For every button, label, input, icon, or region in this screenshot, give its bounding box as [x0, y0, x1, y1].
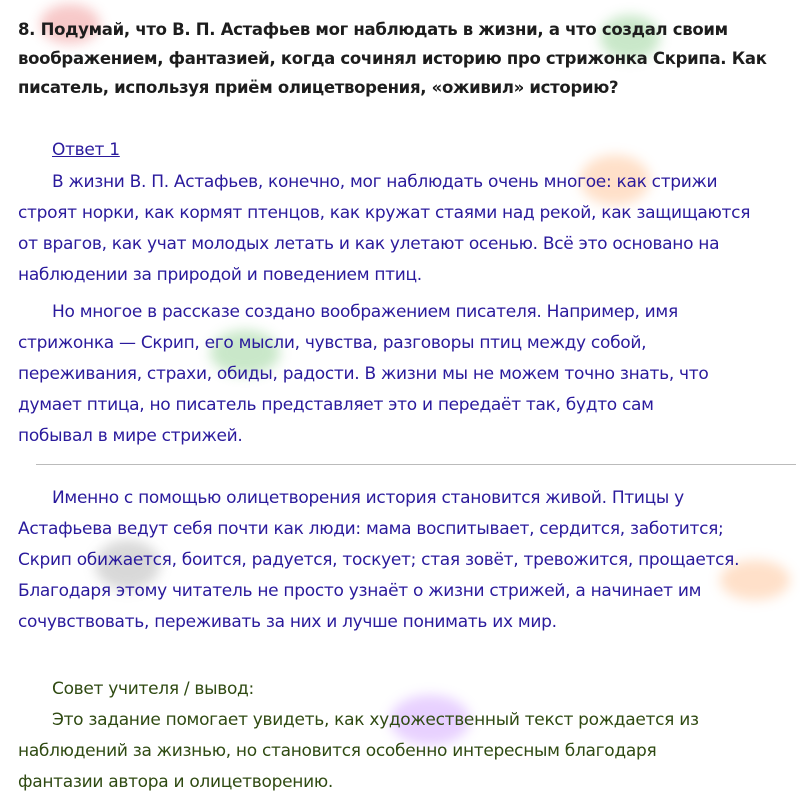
answer-line: переживания, страхи, обиды, радости. В жизни мы не можем точно знать, что — [18, 364, 709, 384]
answer-line: В жизни В. П. Астафьев, конечно, мог наблюдать очень многое: как стрижи — [52, 172, 718, 192]
question-line: 8. Подумай, что В. П. Астафьев мог наблюдать в жизни, а что создал своим — [18, 20, 728, 39]
answer-line: думает птица, но писатель представляет это и передаёт так, будто сам — [18, 395, 654, 415]
answer-line: Но многое в рассказе создано воображением писателя. Например, имя — [52, 302, 678, 322]
question-line: воображением, фантазией, когда сочинял историю про стрижонка Скрипа. Как — [18, 49, 767, 68]
answer-line: строят норки, как кормят птенцов, как кружат стаями над рекой, как защищаются — [18, 203, 751, 223]
answer-line: Благодаря этому читатель не просто узнаёт о жизни стрижей, а начинает им — [18, 581, 702, 601]
answer-line: Астафьева ведут себя почти как люди: мама воспитывает, сердится, заботится; — [18, 519, 724, 539]
answer-line: сочувствовать, переживать за них и лучше понимать их мир. — [18, 612, 557, 632]
advice-title: Совет учителя / вывод: — [52, 679, 254, 699]
answer-line: Именно с помощью олицетворения история становится живой. Птицы у — [52, 488, 684, 508]
answer-title: Ответ 1 — [52, 140, 120, 160]
answer-line: наблюдении за природой и поведением птиц. — [18, 265, 422, 285]
advice-line: Это задание помогает увидеть, как художественный текст рождается из — [52, 710, 699, 730]
advice-line: наблюдений за жизнью, но становится особенно интересным благодаря — [18, 741, 657, 761]
answer-line: побывал в мире стрижей. — [18, 426, 243, 446]
answer-line: Скрип обижается, боится, радуется, тоскует; стая зовёт, тревожится, прощается. — [18, 550, 740, 570]
question-line: писатель, используя приём олицетворения, «оживил» историю? — [18, 78, 619, 97]
answer-line: от врагов, как учат молодых летать и как улетают осенью. Всё это основано на — [18, 234, 720, 254]
advice-line: фантазии автора и олицетворению. — [18, 772, 333, 792]
divider — [36, 464, 796, 465]
answer-line: стрижонка — Скрип, его мысли, чувства, разговоры птиц между собой, — [18, 333, 647, 353]
